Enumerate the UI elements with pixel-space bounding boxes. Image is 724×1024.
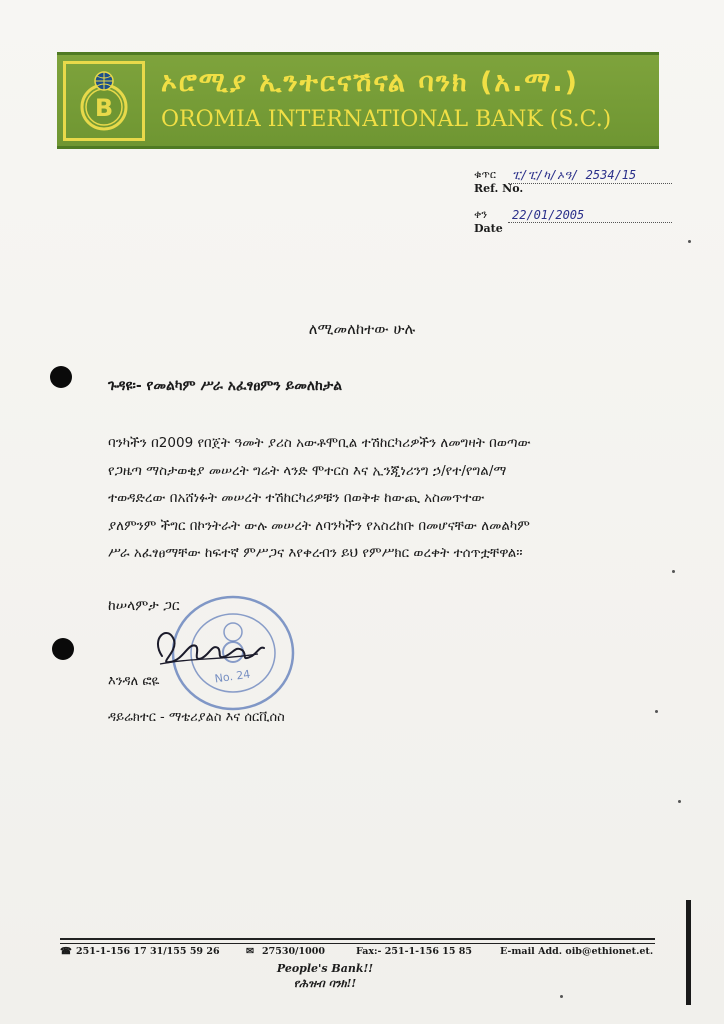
scan-speck [672, 570, 675, 573]
telephone-icon: ☎ [60, 946, 72, 957]
footer-contact-row [60, 946, 660, 962]
date-label-english: Date [474, 222, 503, 235]
signer-name: እንዳለ ፎዬ [108, 674, 160, 689]
body-line: የጋዜጣ ማስታወቂያ መሠረት ግሬት ላንድ ሞተርስ እና ኢንጂነሪንግ ኃ/የተ/የግል/ማ [108, 462, 507, 479]
body-line: ያለምንም ችግር በኮንትራት ውሉ መሠረት ለባንካችን የአስረከቡ በመሆናቸው ለመልካም [108, 517, 530, 534]
bank-letterhead-banner [57, 52, 659, 149]
body-line: ባንካችን በ2009 የበጀት ዓመት ያሪስ አውቶሞቢል ተሽከርካሪዎችን ለመግዛት በወጣው [108, 435, 531, 451]
slogan-amharic: የሕዝብ ባንክ!! [293, 977, 357, 990]
scan-speck [688, 240, 691, 243]
ref-number-row [474, 168, 674, 208]
scan-edge-shadow [686, 900, 691, 1005]
envelope-icon: ✉ [246, 946, 254, 957]
body-line: ተወዳድረው በአሸነፉት መሠረት ተሽከርካሪዎቹን በወቅቱ ከውጪ አስመጥተው [108, 490, 485, 506]
signer-title: ዳይሬክተር - ማቴሪያልስ እና ሰርቪሰስ [108, 710, 285, 725]
footer-phone: 251-1-156 17 31/155 59 26 [76, 946, 220, 957]
scan-speck [678, 800, 681, 803]
footer-fax: Fax:- 251-1-156 15 85 [356, 946, 473, 957]
letter-body [108, 430, 628, 568]
ref-number-value: ፒ/ፒ/ካ/ኦዓ/ 2534/15 [508, 168, 672, 184]
slogan-english: People's Bank!! [276, 962, 374, 975]
date-label-amharic: ቀን [474, 208, 488, 221]
ref-label-english: Ref. No. [474, 182, 524, 195]
date-value: 22/01/2005 [508, 208, 672, 223]
svg-text:B: B [94, 94, 114, 122]
date-row [474, 208, 674, 248]
stamp-number: No. 24 [213, 667, 252, 686]
body-line: ሥራ አፈፃፀማቸው ከፍተኛ ምሥጋና እየቀረብን ይህ የምሥክር ወረቀት ተሰጥቷቸዋል። [108, 545, 523, 561]
letter-closing: ከሠላምታ ጋር [108, 598, 180, 614]
bank-logo-frame [63, 61, 145, 141]
bank-globe-logo-icon [72, 69, 136, 133]
letter-addressee: ለሚመለከተው ሁሉ [308, 320, 416, 338]
scan-speck [560, 995, 563, 998]
footer-email: E-mail Add. oib@ethionet.et. [500, 946, 654, 957]
handwritten-signature [140, 618, 270, 674]
punch-hole [52, 638, 74, 660]
bank-name-english: OROMIA INTERNATIONAL BANK (S.C.) [161, 107, 612, 132]
scan-speck [655, 710, 658, 713]
footer-rule [60, 938, 655, 944]
letter-subject: ጉዳዩ፡- የመልካም ሥራ አፈፃፀምን ይመለከታል [108, 378, 343, 394]
ref-label-amharic: ቁጥር [474, 168, 496, 181]
punch-hole [50, 366, 72, 388]
bank-name-amharic: ኦሮሚያ ኢንተርናሽናል ባንክ (አ.ማ.) [161, 67, 579, 98]
footer-po-box: 27530/1000 [262, 946, 325, 957]
reference-block [474, 168, 674, 248]
